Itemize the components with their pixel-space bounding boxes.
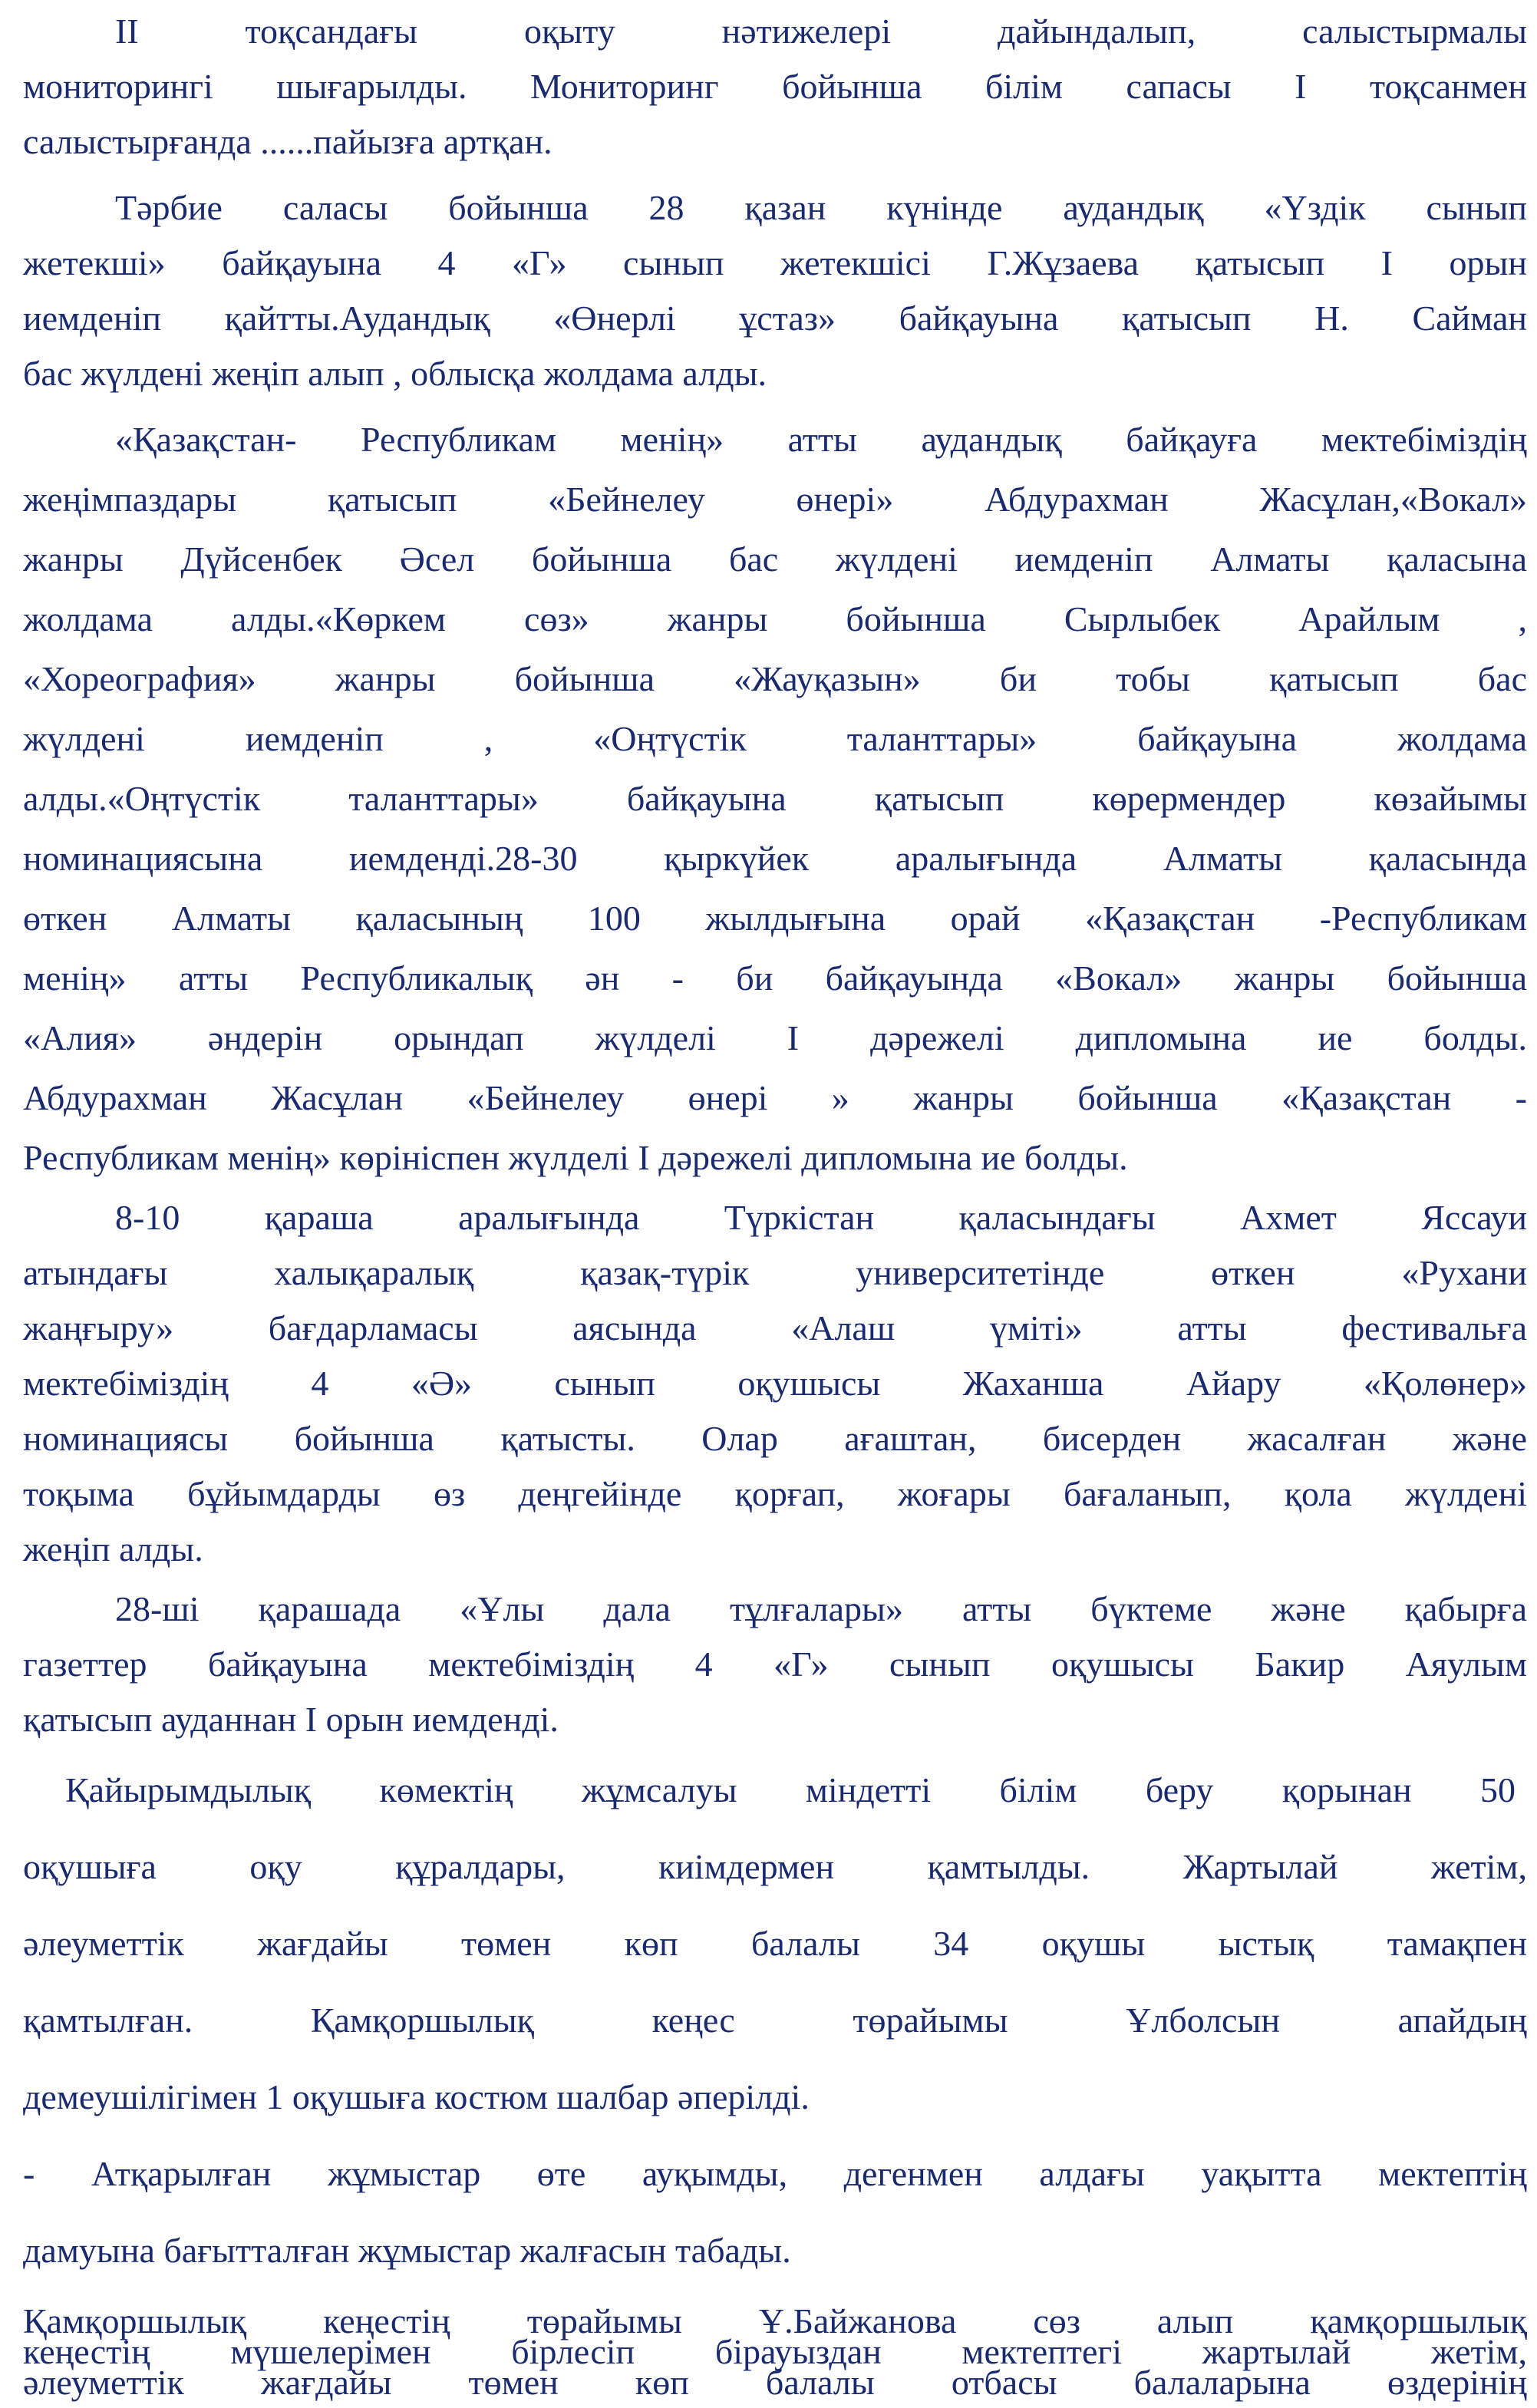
text-line: алды.«Оңтүстік таланттары» байқауына қатысып көрермендер көзайымы bbox=[23, 779, 1527, 818]
text-line: атындағы халықаралық қазақ-түрік университетінде өткен «Рухани bbox=[23, 1253, 1527, 1292]
text-line: демеушілігімен 1 оқушыға костюм шалбар әперілді. bbox=[23, 2077, 810, 2116]
text-line: Абдурахман Жасұлан «Бейнелеу өнері » жанры бойынша «Қазақстан - bbox=[23, 1078, 1527, 1117]
text-line: номинациясына иемденді.28-30 қыркүйек аралығында Алматы қаласында bbox=[23, 839, 1527, 878]
text-line: - Атқарылған жұмыстар өте ауқымды, дегенмен алдағы уақытта мектептің bbox=[23, 2154, 1527, 2193]
text-line: 8-10 қараша аралығында Түркістан қаласындағы Ахмет Яссауи bbox=[115, 1198, 1527, 1237]
text-line: Тәрбие саласы бойынша 28 қазан күнінде аудандық «Үздік сынып bbox=[115, 188, 1527, 227]
text-line: қатысып ауданнан І орын иемденді. bbox=[23, 1700, 559, 1739]
text-line: дамуына бағытталған жұмыстар жалғасын табады. bbox=[23, 2231, 791, 2270]
text-line: әлеуметтік жағдайы төмен көп балалы отбасы балаларына өздерінің bbox=[23, 2363, 1527, 2402]
text-line: әлеуметтік жағдайы төмен көп балалы 34 оқушы ыстық тамақпен bbox=[23, 1924, 1527, 1963]
text-line: жаңғыру» бағдарламасы аясында «Алаш үміті» атты фестивальға bbox=[23, 1308, 1527, 1347]
text-line: жеңіп алды. bbox=[23, 1529, 203, 1568]
text-line: жүлдені иемденіп , «Оңтүстік таланттары» байқауына жолдама bbox=[23, 719, 1527, 758]
text-line: Қайырымдылық көмектің жұмсалуы міндетті білім беру қорынан 50 bbox=[65, 1770, 1516, 1809]
text-line: мектебіміздің 4 «Ә» сынып оқушысы Жаханша Айару «Қолөнер» bbox=[23, 1364, 1527, 1403]
text-line: жеңімпаздары қатысып «Бейнелеу өнері» Абдурахман Жасұлан,«Вокал» bbox=[23, 480, 1527, 519]
text-line: Қамқоршылық кеңестің төрайымы Ұ.Байжанова сөз алып қамқоршылық bbox=[23, 2301, 1527, 2340]
text-line: оқушыға оқу құралдары, киімдермен қамтылды. Жартылай жетім, bbox=[23, 1847, 1527, 1886]
text-line: менің» атты Республикалық ән - би байқауында «Вокал» жанры бойынша bbox=[23, 958, 1527, 998]
text-line: қамтылған. Қамқоршылық кеңес төрайымы Ұлболсын апайдың bbox=[23, 2001, 1527, 2040]
text-line: «Қазақстан- Республикам менің» атты аудандық байқауға мектебіміздің bbox=[115, 420, 1527, 459]
text-line: II тоқсандағы оқыту нәтижелері дайындалып, салыстырмалы bbox=[115, 12, 1527, 51]
text-line: мониторингі шығарылды. Мониторинг бойынша білім сапасы І тоқсанмен bbox=[23, 67, 1527, 106]
text-line: номинациясы бойынша қатысты. Олар ағаштан, бисерден жасалған және bbox=[23, 1419, 1527, 1458]
text-line: «Хореография» жанры бойынша «Жауқазын» би тобы қатысып бас bbox=[23, 659, 1527, 698]
text-line: бас жүлдені жеңіп алып , облысқа жолдама алды. bbox=[23, 354, 767, 393]
text-line: жолдама алды.«Көркем сөз» жанры бойынша Сырлыбек Арайлым , bbox=[23, 599, 1527, 638]
text-line: газеттер байқауына мектебіміздің 4 «Г» сынып оқушысы Бакир Аяулым bbox=[23, 1644, 1527, 1684]
text-line: тоқыма бұйымдарды өз деңгейінде қорғап, жоғары бағаланып, қола жүлдені bbox=[23, 1474, 1527, 1513]
text-line: жанры Дүйсенбек Әсел бойынша бас жүлдені иемденіп Алматы қаласына bbox=[23, 539, 1527, 579]
text-line: кеңестің мүшелерімен бірлесіп бірауыздан мектептегі жартылай жетім, bbox=[23, 2332, 1527, 2371]
text-line: Республикам менің» көрініспен жүлделі І дәрежелі дипломына ие болды. bbox=[23, 1138, 1128, 1177]
text-line: 28-ші қарашада «Ұлы дала тұлғалары» атты бүктеме және қабырға bbox=[115, 1589, 1527, 1628]
text-line: иемденіп қайтты.Аудандық «Өнерлі ұстаз» байқауына қатысып Н. Сайман bbox=[23, 299, 1527, 338]
text-line: салыстырғанда ......пайызға артқан. bbox=[23, 122, 552, 161]
text-line: өткен Алматы қаласының 100 жылдығына орай «Қазақстан -Республикам bbox=[23, 899, 1527, 938]
text-line: жетекші» байқауына 4 «Г» сынып жетекшісі Г.Жұзаева қатысып І орын bbox=[23, 243, 1527, 282]
text-line: «Алия» әндерін орындап жүлделі І дәрежелі дипломына ие болды. bbox=[23, 1018, 1527, 1057]
